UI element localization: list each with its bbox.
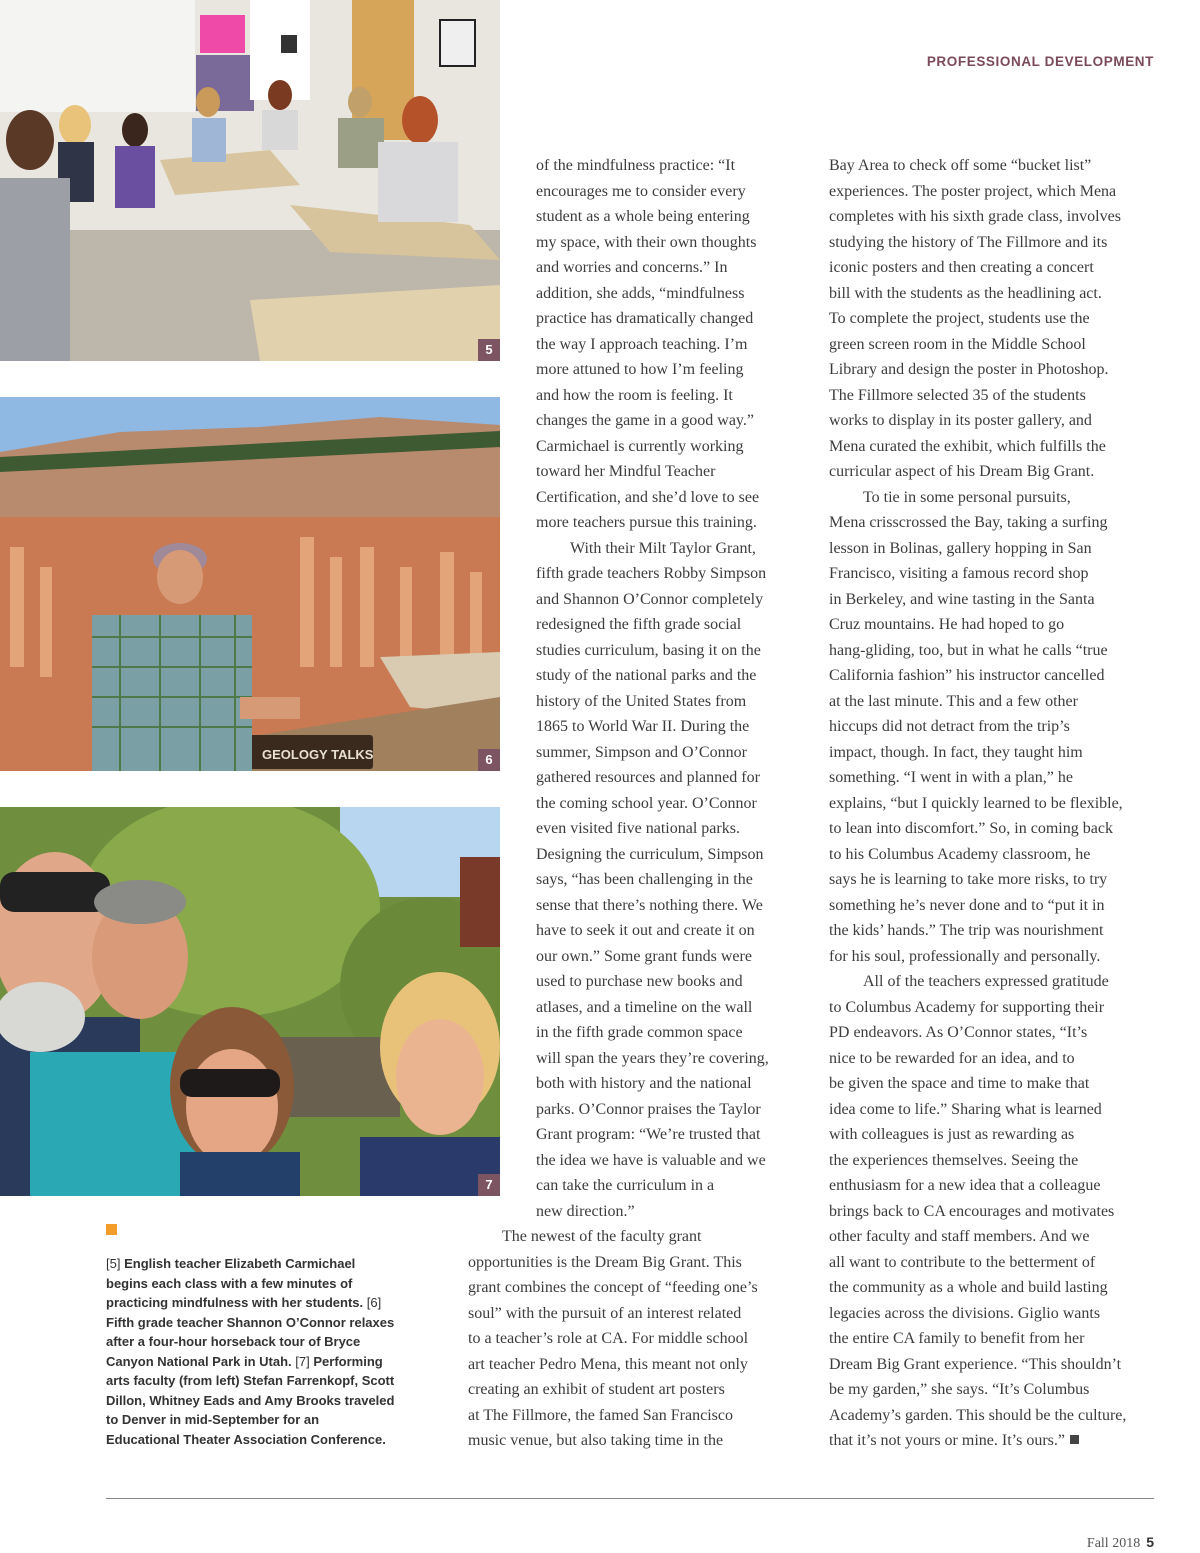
text-line: addition, she adds, “mindfulness [536, 284, 745, 302]
text-line: other faculty and staff members. And we [829, 1228, 1090, 1245]
text-line: To tie in some personal pursuits, [863, 488, 1071, 506]
text-line: to lean into discomfort.” So, in coming back [829, 820, 1113, 837]
text-line: something he’s never done and to “put it in [829, 896, 1105, 914]
photo-group-selfie [0, 807, 500, 1196]
end-mark-icon [1070, 1435, 1079, 1444]
text-line: my space, with their own thoughts [536, 233, 757, 251]
text-line: parks. O’Connor praises the Taylor [536, 1100, 761, 1118]
text-line: used to purchase new books and [536, 973, 743, 990]
text-line: art teacher Pedro Mena, this meant not only [468, 1355, 748, 1373]
text-line: in Berkeley, and wine tasting in the Santa [829, 590, 1095, 608]
page-footer [1087, 1534, 1154, 1552]
text-line: curricular aspect of his Dream Big Grant. [829, 463, 1095, 480]
text-line: summer, Simpson and O’Connor [536, 743, 747, 761]
photo-caption [106, 1254, 396, 1449]
text-line: atlases, and a timeline on the wall [536, 998, 753, 1016]
text-line: completes with his sixth grade class, involves [829, 208, 1121, 225]
text-line: the way I approach teaching. I’m [536, 335, 748, 353]
text-line: studies curriculum, basing it on the [536, 641, 761, 659]
text-line: can take the curriculum in a [536, 1177, 715, 1194]
issue-label: Fall 2018 [1086, 1536, 1141, 1551]
caption-number-6: [6] [366, 1295, 382, 1310]
caption-text-7: Performing arts faculty (from left) Stefan Farrenkopf, Scott Dillon, Whitney Eads and Amy Brooks traveled to Denver in mid-September for an Educational Theater Association Conference. [106, 1353, 395, 1447]
caption-text-6: Fifth grade teacher Shannon O’Connor relaxes after a four-hour horseback tour of Bryce Canyon National Park in Utah. [106, 1314, 395, 1369]
text-line: redesigned the fifth grade social [536, 616, 742, 633]
text-line: the idea we have is valuable and we [536, 1151, 766, 1169]
text-line: Library and design the poster in Photoshop. [829, 361, 1109, 378]
text-line: of the mindfulness practice: “It [536, 157, 736, 174]
text-line: brings back to CA encourages and motivates [829, 1202, 1115, 1220]
article-column-middle [468, 153, 769, 1454]
text-line: PD endeavors. As O’Connor states, “It’s [829, 1024, 1088, 1041]
text-line: Carmichael is currently working [536, 437, 744, 455]
text-line: in the fifth grade common space [536, 1024, 743, 1041]
text-line: opportunities is the Dream Big Grant. This [468, 1253, 742, 1271]
text-line: fifth grade teachers Robby Simpson [536, 565, 767, 582]
text-line: Dream Big Grant experience. “This shouldn’t [829, 1355, 1122, 1373]
text-line: Cruz mountains. He had hoped to go [829, 616, 1065, 633]
text-line: to a teacher’s role at CA. For middle school [468, 1330, 749, 1347]
text-line: toward her Mindful Teacher [536, 463, 716, 480]
text-line: have to seek it out and create it on [536, 922, 755, 939]
text-line: more attuned to how I’m feeling [536, 361, 744, 378]
text-line: music venue, but also taking time in the [468, 1432, 724, 1449]
text-line: the entire CA family to benefit from her [829, 1330, 1085, 1347]
text-line: more teachers pursue this training. [536, 514, 757, 531]
text-line: hang-gliding, too, but in what he calls “true [829, 641, 1108, 659]
text-line: that it’s not yours or mine. It’s ours.” [829, 1428, 1126, 1454]
photo-number-badge: 7 [478, 1174, 500, 1196]
text-line: idea come to life.” Sharing what is learned [829, 1100, 1102, 1118]
text-line: California fashion” his instructor cancelled [829, 667, 1105, 684]
text-line: Academy’s garden. This should be the culture, [829, 1406, 1127, 1424]
caption-text-5: English teacher Elizabeth Carmichael begins each class with a few minutes of practicing mindfulness with her students. [106, 1256, 364, 1310]
caption-number-7: [7] [295, 1353, 310, 1369]
text-line: changes the game in a good way.” [536, 412, 754, 429]
text-line: the kids’ hands.” The trip was nourishment [829, 922, 1104, 939]
text-line: legacies across the divisions. Giglio wants [829, 1304, 1101, 1322]
text-line: studying the history of The Fillmore and its [829, 233, 1108, 251]
text-line: practice has dramatically changed [536, 310, 754, 327]
text-line: hiccups did not detract from the trip’s [829, 718, 1070, 735]
text-line: creating an exhibit of student art posters [468, 1381, 725, 1398]
text-line: even visited five national parks. [536, 820, 740, 837]
text-line: the coming school year. O’Connor [536, 794, 757, 812]
text-line: 1865 to World War II. During the [536, 718, 750, 735]
text-line: impact, though. In fact, they taught him [829, 743, 1083, 761]
photo-number-badge: 6 [478, 749, 500, 771]
text-line: student as a whole being entering [536, 208, 750, 225]
text-line: Grant program: “We’re trusted that [536, 1126, 761, 1143]
text-line: lesson in Bolinas, gallery hopping in San [829, 539, 1092, 557]
text-line: with colleagues is just as rewarding as [829, 1126, 1075, 1143]
text-line: history of the United States from [536, 692, 747, 710]
text-line: be my garden,” she says. “It’s Columbus [829, 1381, 1090, 1398]
text-line: sense that there’s nothing there. We [536, 896, 763, 914]
text-line: at The Fillmore, the famed San Francisco [468, 1406, 733, 1424]
text-line: gathered resources and planned for [536, 769, 760, 786]
text-line: the experiences themselves. Seeing the [829, 1151, 1079, 1169]
text-line: will span the years they’re covering, [536, 1049, 769, 1067]
text-line: and how the room is feeling. It [536, 386, 733, 404]
text-line: The Fillmore selected 35 of the students [829, 386, 1086, 404]
text-line: experiences. The poster project, which Mena [829, 182, 1117, 200]
text-line: The newest of the faculty grant [502, 1228, 702, 1245]
text-line: be given the space and time to make that [829, 1075, 1090, 1092]
text-line: grant combines the concept of “feeding one’s [468, 1279, 758, 1296]
text-line: study of the national parks and the [536, 667, 757, 684]
text-line: encourages me to consider every [536, 182, 746, 200]
text-line: says he is learning to take more risks, to try [829, 871, 1108, 888]
photo-number-badge: 5 [478, 339, 500, 361]
text-line: something. “I went in with a plan,” he [829, 769, 1073, 786]
sign-text: GEOLOGY TALKS [262, 747, 374, 762]
text-line: all want to contribute to the betterment of [829, 1253, 1096, 1271]
article-column-right [829, 153, 1126, 1454]
text-line: To complete the project, students use the [829, 310, 1090, 327]
text-line: at the last minute. This and a few other [829, 692, 1078, 710]
text-line: for his soul, professionally and personally. [829, 947, 1101, 965]
text-line: green screen room in the Middle School [829, 335, 1086, 353]
text-line: says, “has been challenging in the [536, 871, 753, 888]
text-line: Bay Area to check off some “bucket list” [829, 157, 1092, 174]
text-line: Mena curated the exhibit, which fulfills the [829, 437, 1106, 455]
text-line: Francisco, visiting a famous record shop [829, 565, 1089, 582]
page-number: 5 [1146, 1534, 1154, 1550]
photo-canyon [0, 397, 500, 771]
caption-marker [106, 1224, 117, 1235]
footer-rule [106, 1498, 1154, 1499]
text-line: With their Milt Taylor Grant, [570, 539, 756, 557]
text-line: explains, “but I quickly learned to be flexible, [829, 794, 1123, 812]
caption-number-5: [5] [106, 1256, 121, 1271]
text-line: to Columbus Academy for supporting their [829, 998, 1105, 1016]
section-label: PROFESSIONAL DEVELOPMENT [926, 54, 1154, 69]
text-line: our own.” Some grant funds were [536, 947, 752, 965]
text-line: bill with the students as the headlining act. [829, 284, 1102, 302]
text-line: Designing the curriculum, Simpson [536, 845, 764, 863]
text-line: soul” with the pursuit of an interest related [468, 1304, 742, 1322]
text-line: and Shannon O’Connor completely [536, 590, 764, 608]
text-line: enthusiasm for a new idea that a colleague [829, 1177, 1101, 1194]
text-line: Certification, and she’d love to see [536, 488, 760, 506]
text-line: iconic posters and then creating a concert [829, 259, 1094, 276]
text-line: and worries and concerns.” In [536, 259, 728, 276]
text-line: All of the teachers expressed gratitude [863, 973, 1109, 990]
text-line: new direction.” [536, 1202, 635, 1220]
text-line: the community as a whole and build lasting [829, 1279, 1108, 1296]
text-line: both with history and the national [536, 1075, 752, 1092]
text-line: nice to be rewarded for an idea, and to [829, 1049, 1075, 1067]
text-line: to his Columbus Academy classroom, he [829, 845, 1091, 863]
photo-classroom [0, 0, 500, 361]
text-line: Mena crisscrossed the Bay, taking a surfing [829, 514, 1108, 531]
text-line: works to display in its poster gallery, and [829, 412, 1092, 429]
